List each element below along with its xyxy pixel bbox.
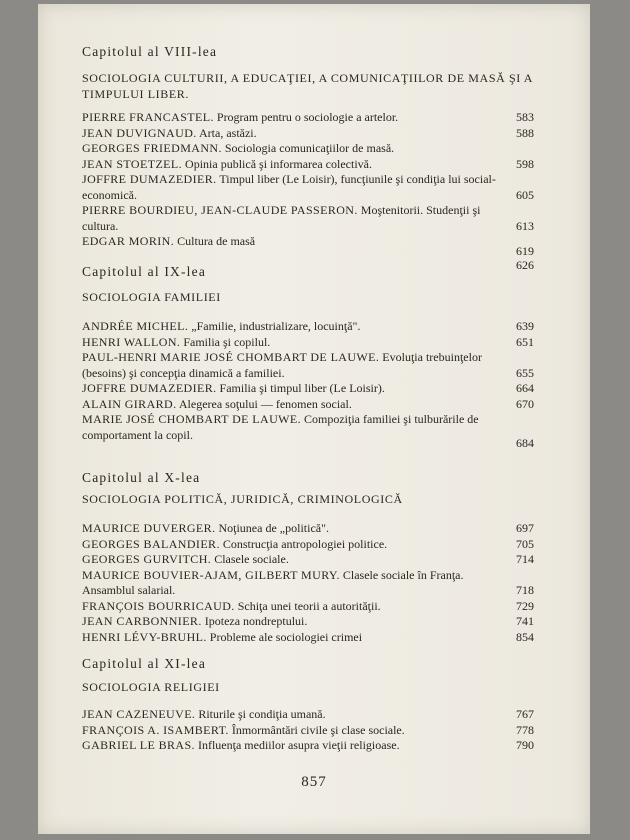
entry-title: Schiţa unei teorii a autorităţii. (237, 598, 381, 613)
toc-entry (82, 707, 534, 723)
entry-title: Compoziţia familiei şi tulburările de comportament la copil. (82, 412, 479, 442)
entry-author: ALAIN GIRARD. (82, 396, 177, 411)
entry-title: Cultura de masă (177, 234, 256, 248)
entry-list (82, 319, 534, 451)
entry-page: 619 (516, 244, 534, 258)
entry-author: GEORGES GURVITCH. (82, 552, 212, 566)
entry-title: Riturile şi condiţia umană. (198, 707, 326, 721)
entry-page: 714 (516, 552, 534, 566)
entry-title: Timpul liber (Le Loisir), funcţiunile şi condiţia lui social-economică. (82, 172, 496, 202)
entry-author: PIERRE BOURDIEU, JEAN-CLAUDE PASSERON. (82, 203, 358, 217)
toc-entry (82, 738, 534, 754)
entry-page: 651 (516, 334, 534, 349)
entry-title: Arta, astăzi. (199, 125, 257, 140)
chapter-xi (82, 656, 534, 754)
entry-page: 718 (516, 583, 534, 597)
toc-entry (82, 568, 534, 599)
chapter-heading: Capitolul al XI-lea (82, 656, 207, 671)
entry-author: JOFFRE DUMAZEDIER. (82, 172, 217, 186)
entry-title: Ipoteza nondreptului. (204, 614, 308, 628)
page-number: 857 (301, 774, 327, 790)
entry-title: Sociologia comunicaţiilor de masă. (224, 141, 395, 155)
entry-author: HENRI LÉVY-BRUHL. (82, 629, 207, 644)
toc-entry (82, 203, 534, 234)
entry-title: Evoluţia trebuinţelor (besoins) şi concepţia dinamică a familiei. (82, 350, 482, 380)
entry-page: 605 (516, 187, 534, 202)
toc-entry (82, 110, 534, 126)
entry-author: FRANÇOIS BOURRICAUD. (82, 598, 235, 613)
entry-title: Clasele sociale. (214, 552, 289, 566)
toc-entry (82, 319, 534, 335)
entry-title: „Familie, industrializare, locuinţă". (191, 319, 361, 333)
entry-page: 697 (516, 521, 534, 535)
entry-title: Alegerea soţului — fenomen social. (178, 396, 352, 411)
entry-author: MAURICE BOUVIER-AJAM, GILBERT MURY. (82, 567, 340, 582)
entry-title: Înmormântări civile şi clase sociale. (231, 722, 405, 737)
entry-page: 670 (516, 396, 534, 411)
toc-entry (82, 614, 534, 630)
entry-author: JEAN CARBONNIER. (82, 614, 202, 628)
chapter-section-title: SOCIOLOGIA POLITICĂ, JURIDICĂ, CRIMINOLOGICĂ (82, 492, 403, 506)
entry-author: ANDRÉE MICHEL. (82, 319, 189, 333)
entry-title: Construcţia antropologiei politice. (222, 536, 388, 551)
entry-author: MAURICE DUVERGER. (82, 521, 216, 535)
chapter-page: 626 (516, 258, 534, 272)
entry-author: PAUL-HENRI MARIE JOSÉ CHOMBART DE LAUWE. (82, 350, 380, 364)
entry-title: Probleme ale sociologiei crimei (209, 629, 363, 644)
chapter-heading: Capitolul al X-lea (82, 470, 201, 485)
toc-entry (82, 350, 534, 381)
chapter-heading: Capitolul al VIII-lea (82, 44, 218, 59)
toc-entry (82, 335, 534, 351)
toc-entry (82, 157, 534, 173)
entry-author: GEORGES FRIEDMANN. (82, 141, 222, 155)
toc-entry (82, 381, 534, 397)
entry-title: Clasele sociale în Franţa. Ansamblul salarial. (82, 567, 464, 597)
book-page (38, 4, 590, 834)
toc-entry (82, 412, 534, 451)
entry-author: JEAN DUVIGNAUD. (82, 125, 197, 140)
entry-page: 854 (516, 629, 534, 644)
entry-author: HENRI WALLON. (82, 334, 181, 349)
entry-page: 639 (516, 319, 534, 333)
entry-author: GEORGES BALANDIER. (82, 536, 220, 551)
entry-title: Noţiunea de „politică". (218, 521, 329, 535)
entry-author: GABRIEL LE BRAS. (82, 738, 195, 752)
entry-page: 598 (516, 156, 534, 171)
entry-author: FRANÇOIS A. ISAMBERT. (82, 722, 229, 737)
chapter-heading: Capitolul al IX-lea (82, 264, 207, 279)
entry-page: 778 (516, 722, 534, 737)
toc-entry (82, 552, 534, 568)
entry-page: 729 (516, 598, 534, 613)
entry-title: Program pentru o sociologie a artelor. (216, 110, 399, 124)
entry-author: JEAN CAZENEUVE. (82, 707, 196, 721)
entry-list (82, 521, 534, 645)
entry-author: MARIE JOSÉ CHOMBART DE LAUWE. (82, 412, 301, 426)
toc-entry (82, 537, 534, 553)
entry-title: Influenţa mediilor asupra vieţii religioase. (197, 738, 400, 752)
entry-title: Familia şi copilul. (183, 334, 271, 349)
entry-page: 790 (516, 738, 534, 752)
entry-author: JEAN STOETZEL. (82, 156, 183, 171)
toc-entry (82, 172, 534, 203)
entry-title: Opinia publică şi informarea colectivă. (185, 156, 372, 171)
toc-entry (82, 630, 534, 646)
entry-title: Moştenitorii. Studenţii şi cultura. (82, 203, 481, 233)
toc-entry (82, 723, 534, 739)
entry-page: 655 (516, 365, 534, 380)
toc-entry (82, 599, 534, 615)
chapter-ix (82, 258, 534, 451)
entry-page: 613 (516, 218, 534, 233)
entry-page: 684 (516, 435, 534, 450)
entry-page: 588 (516, 125, 534, 140)
chapter-section-title: SOCIOLOGIA CULTURII, A EDUCAŢIEI, A COMUNICAŢIILOR DE MASĂ ŞI A TIMPULUI LIBER. (82, 71, 533, 101)
entry-page: 583 (516, 110, 534, 124)
toc-entry (82, 126, 534, 142)
toc-entry (82, 521, 534, 537)
entry-page: 705 (516, 536, 534, 551)
chapter-x (82, 470, 534, 645)
entry-list (82, 110, 534, 260)
entry-author: EDGAR MORIN. (82, 234, 175, 248)
entry-title: Familia şi timpul liber (Le Loisir). (219, 381, 385, 395)
chapter-section-title: SOCIOLOGIA FAMILIEI (82, 290, 221, 304)
entry-list (82, 707, 534, 754)
entry-page: 664 (516, 381, 534, 395)
entry-page: 767 (516, 707, 534, 721)
chapter-section-title: SOCIOLOGIA RELIGIEI (82, 680, 220, 694)
chapter-viii (82, 44, 534, 260)
entry-author: JOFFRE DUMAZEDIER. (82, 381, 217, 395)
toc-entry (82, 234, 534, 260)
toc-entry (82, 397, 534, 413)
toc-entry (82, 141, 534, 157)
entry-author: PIERRE FRANCASTEL. (82, 110, 214, 124)
entry-page: 741 (516, 614, 534, 628)
